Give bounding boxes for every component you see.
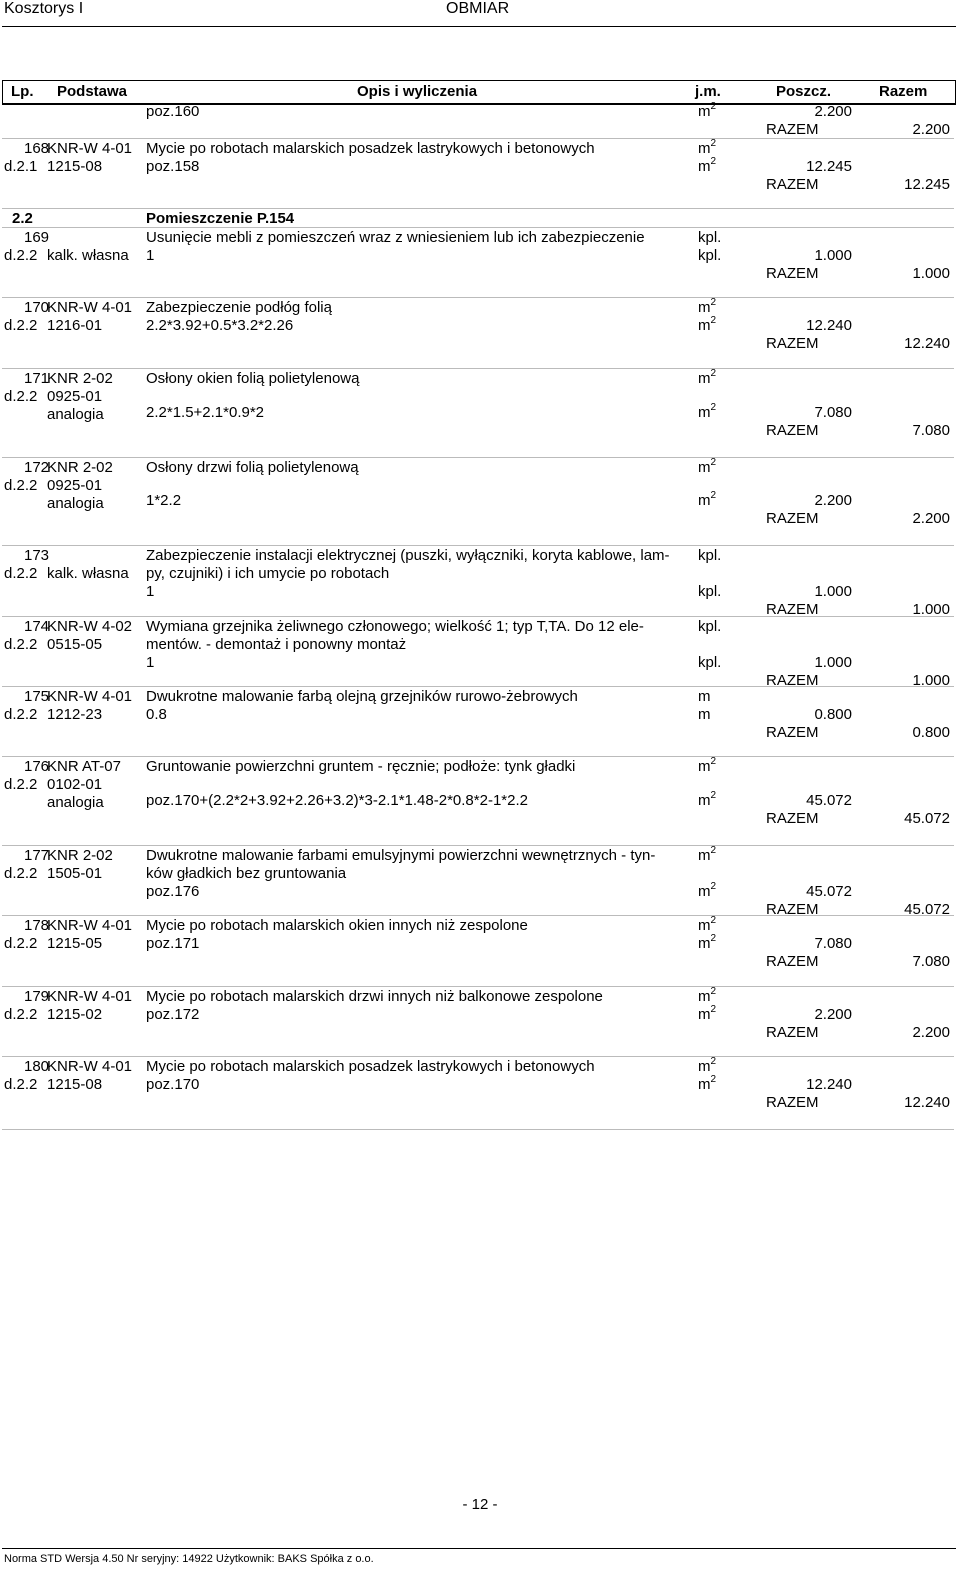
item-unit-168: $m^2$ [698, 138, 717, 157]
item-formula-168: poz.158 [146, 158, 200, 175]
item-formula-unit-173: kpl. [698, 583, 722, 600]
item-razem-178: 7.080 [912, 953, 950, 970]
document-title: Kosztorys I [4, 0, 84, 17]
item-basis-170-1: 1216-01 [47, 317, 103, 334]
item-poszcz-180: 12.240 [806, 1076, 852, 1093]
item-razem-label-171: RAZEM [766, 422, 819, 439]
item-formula-unit-168: $m^2$ [698, 156, 717, 175]
row-divider [2, 845, 954, 846]
item-razem-174: 1.000 [912, 672, 950, 689]
row-divider [2, 1056, 954, 1057]
col-opis: Opis i wyliczenia [357, 83, 478, 100]
item-poszcz-176: 45.072 [806, 792, 852, 809]
item-desc-173: Zabezpieczenie instalacji elektrycznej (puszki, wyłączniki, koryta kablowe, lam- [146, 547, 670, 564]
item-formula-unit-170: $m^2$ [698, 315, 717, 334]
formula-carry: poz.160 [146, 103, 200, 120]
row-divider [2, 686, 954, 687]
item-formula-unit-176: $m^2$ [698, 790, 717, 809]
item-basis-176-0: KNR AT-07 [47, 758, 121, 775]
col-jm: j.m. [695, 83, 721, 100]
item-desc2-173: py, czujniki) i ich umycie po robotach [146, 565, 390, 582]
item-ref-173: d.2.2 [4, 565, 38, 582]
item-desc-175: Dwukrotne malowanie farbą olejną grzejników rurowo-żebrowych [146, 688, 578, 705]
row-divider [2, 545, 954, 546]
item-formula-172: 1*2.2 [146, 492, 182, 509]
item-formula-179: poz.172 [146, 1006, 200, 1023]
item-formula-unit-169: kpl. [698, 247, 722, 264]
item-lp-168: 168 [24, 140, 50, 157]
item-basis-174-0: KNR-W 4-02 [47, 618, 133, 635]
unit-carry: $m^2$ [698, 101, 717, 120]
razem-carry: 2.200 [912, 121, 950, 138]
item-basis-170-0: KNR-W 4-01 [47, 299, 133, 316]
item-basis-173: kalk. własna [47, 565, 129, 582]
row-divider [2, 297, 954, 298]
col-razem: Razem [879, 83, 928, 100]
item-ref-168: d.2.1 [4, 158, 38, 175]
row-divider [2, 756, 954, 757]
item-poszcz-179: 2.200 [814, 1006, 852, 1023]
item-unit-169: kpl. [698, 229, 722, 246]
item-formula-170: 2.2*3.92+0.5*3.2*2.26 [146, 317, 294, 334]
item-poszcz-174: 1.000 [814, 654, 852, 671]
item-desc-180: Mycie po robotach malarskich posadzek lastrykowych i betonowych [146, 1058, 595, 1075]
footer-rule [2, 1548, 956, 1549]
item-basis-172-0: KNR 2-02 [47, 459, 113, 476]
item-razem-label-172: RAZEM [766, 510, 819, 527]
item-unit-178: $m^2$ [698, 915, 717, 934]
item-unit-174: kpl. [698, 618, 722, 635]
item-basis-175-0: KNR-W 4-01 [47, 688, 133, 705]
item-formula-177: poz.176 [146, 883, 200, 900]
item-basis-172-1: 0925-01 [47, 477, 103, 494]
page-number: - 12 - [462, 1496, 498, 1513]
item-lp-173: 173 [24, 547, 50, 564]
item-formula-178: poz.171 [146, 935, 200, 952]
footer-text: Norma STD Wersja 4.50 Nr seryjny: 14922 Użytkownik: BAKS Spółka z o.o. [4, 1553, 374, 1565]
item-formula-unit-180: $m^2$ [698, 1074, 717, 1093]
razem-label-carry: RAZEM [766, 121, 819, 138]
document-section: OBMIAR [446, 0, 510, 17]
item-lp-178: 178 [24, 917, 50, 934]
item-basis-180-1: 1215-08 [47, 1076, 103, 1093]
item-lp-169: 169 [24, 229, 50, 246]
item-formula-unit-179: $m^2$ [698, 1004, 717, 1023]
item-razem-label-174: RAZEM [766, 672, 819, 689]
item-razem-175: 0.800 [912, 724, 950, 741]
item-razem-label-170: RAZEM [766, 335, 819, 352]
row-divider [2, 915, 954, 916]
item-razem-label-173: RAZEM [766, 601, 819, 618]
item-basis-179-0: KNR-W 4-01 [47, 988, 133, 1005]
item-ref-174: d.2.2 [4, 636, 38, 653]
item-ref-180: d.2.2 [4, 1076, 38, 1093]
item-unit-170: $m^2$ [698, 297, 717, 316]
item-razem-label-177: RAZEM [766, 901, 819, 918]
item-poszcz-173: 1.000 [814, 583, 852, 600]
item-desc-168: Mycie po robotach malarskich posadzek lastrykowych i betonowych [146, 140, 595, 157]
item-formula-unit-175: m [698, 706, 711, 723]
item-unit-175: m [698, 688, 711, 705]
item-unit-179: $m^2$ [698, 986, 717, 1005]
item-razem-label-169: RAZEM [766, 265, 819, 282]
row-divider [2, 138, 954, 139]
item-poszcz-171: 7.080 [814, 404, 852, 421]
item-razem-label-175: RAZEM [766, 724, 819, 741]
item-poszcz-177: 45.072 [806, 883, 852, 900]
item-desc-177: Dwukrotne malowanie farbami emulsyjnymi powierzchni wewnętrznych - tyn- [146, 847, 656, 864]
item-lp-175: 175 [24, 688, 50, 705]
item-lp-172: 172 [24, 459, 50, 476]
item-lp-179: 179 [24, 988, 50, 1005]
item-formula-unit-174: kpl. [698, 654, 722, 671]
item-basis-176-2: analogia [47, 794, 104, 811]
item-razem-label-176: RAZEM [766, 810, 819, 827]
item-razem-label-179: RAZEM [766, 1024, 819, 1041]
item-poszcz-178: 7.080 [814, 935, 852, 952]
item-formula-unit-177: $m^2$ [698, 881, 717, 900]
item-unit-173: kpl. [698, 547, 722, 564]
item-razem-168: 12.245 [904, 176, 950, 193]
item-ref-177: d.2.2 [4, 865, 38, 882]
item-formula-174: 1 [146, 654, 155, 671]
item-lp-170: 170 [24, 299, 50, 316]
item-ref-178: d.2.2 [4, 935, 38, 952]
section-title: Pomieszczenie P.154 [146, 210, 295, 227]
item-formula-unit-178: $m^2$ [698, 933, 717, 952]
item-poszcz-170: 12.240 [806, 317, 852, 334]
item-razem-171: 7.080 [912, 422, 950, 439]
header-rule [2, 26, 956, 27]
row-divider [2, 457, 954, 458]
item-unit-176: $m^2$ [698, 756, 717, 775]
item-basis-178-1: 1215-05 [47, 935, 103, 952]
item-basis-172-2: analogia [47, 495, 104, 512]
item-basis-169: kalk. własna [47, 247, 129, 264]
item-basis-168-0: KNR-W 4-01 [47, 140, 133, 157]
item-basis-179-1: 1215-02 [47, 1006, 103, 1023]
item-desc-179: Mycie po robotach malarskich drzwi innych niż balkonowe zespolone [146, 988, 603, 1005]
item-poszcz-172: 2.200 [814, 492, 852, 509]
item-formula-173: 1 [146, 583, 155, 600]
item-basis-175-1: 1212-23 [47, 706, 103, 723]
item-razem-169: 1.000 [912, 265, 950, 282]
item-razem-172: 2.200 [912, 510, 950, 527]
item-formula-175: 0.8 [146, 706, 167, 723]
row-divider [2, 1129, 954, 1130]
row-divider [2, 986, 954, 987]
item-desc-176: Gruntowanie powierzchni gruntem - ręcznie; podłoże: tynk gładki [146, 758, 576, 775]
item-desc2-174: mentów. - demontaż i ponowny montaż [146, 636, 407, 653]
item-desc2-177: ków gładkich bez gruntowania [146, 865, 347, 882]
item-basis-180-0: KNR-W 4-01 [47, 1058, 133, 1075]
item-ref-171: d.2.2 [4, 388, 38, 405]
item-basis-177-1: 1505-01 [47, 865, 103, 882]
item-lp-174: 174 [24, 618, 50, 635]
row-divider [2, 227, 954, 228]
col-poszcz: Poszcz. [776, 83, 832, 100]
item-razem-180: 12.240 [904, 1094, 950, 1111]
item-razem-173: 1.000 [912, 601, 950, 618]
item-formula-unit-171: $m^2$ [698, 402, 717, 421]
item-basis-176-1: 0102-01 [47, 776, 103, 793]
item-lp-177: 177 [24, 847, 50, 864]
item-formula-176: poz.170+(2.2*2+3.92+2.26+3.2)*3-2.1*1.48-2*0.8*2-1*2.2 [146, 792, 528, 809]
item-lp-171: 171 [24, 370, 50, 387]
item-basis-171-0: KNR 2-02 [47, 370, 113, 387]
item-basis-174-1: 0515-05 [47, 636, 103, 653]
item-unit-171: $m^2$ [698, 368, 717, 387]
item-basis-178-0: KNR-W 4-01 [47, 917, 133, 934]
row-divider [2, 208, 954, 209]
item-razem-label-168: RAZEM [766, 176, 819, 193]
item-formula-unit-172: $m^2$ [698, 490, 717, 509]
item-desc-178: Mycie po robotach malarskich okien innych niż zespolone [146, 917, 528, 934]
item-unit-172: $m^2$ [698, 457, 717, 476]
item-razem-label-180: RAZEM [766, 1094, 819, 1111]
item-poszcz-175: 0.800 [814, 706, 852, 723]
poszcz-carry: 2.200 [814, 103, 852, 120]
item-poszcz-169: 1.000 [814, 247, 852, 264]
col-lp: Lp. [11, 83, 34, 100]
item-basis-171-2: analogia [47, 406, 104, 423]
item-basis-177-0: KNR 2-02 [47, 847, 113, 864]
item-poszcz-168: 12.245 [806, 158, 852, 175]
col-podstawa: Podstawa [57, 83, 128, 100]
item-razem-179: 2.200 [912, 1024, 950, 1041]
item-ref-179: d.2.2 [4, 1006, 38, 1023]
row-divider [2, 368, 954, 369]
item-ref-169: d.2.2 [4, 247, 38, 264]
row-divider [2, 616, 954, 617]
item-lp-176: 176 [24, 758, 50, 775]
item-desc-172: Osłony drzwi folią polietylenową [146, 459, 359, 476]
item-ref-175: d.2.2 [4, 706, 38, 723]
item-desc-169: Usunięcie mebli z pomieszczeń wraz z wniesieniem lub ich zabezpieczenie [146, 229, 645, 246]
item-razem-176: 45.072 [904, 810, 950, 827]
item-ref-170: d.2.2 [4, 317, 38, 334]
section-number: 2.2 [12, 210, 33, 227]
item-desc-170: Zabezpieczenie podłóg folią [146, 299, 332, 316]
table-header [2, 80, 956, 105]
item-formula-180: poz.170 [146, 1076, 200, 1093]
item-ref-176: d.2.2 [4, 776, 38, 793]
item-razem-label-178: RAZEM [766, 953, 819, 970]
item-formula-169: 1 [146, 247, 155, 264]
item-razem-170: 12.240 [904, 335, 950, 352]
item-desc-171: Osłony okien folią polietylenową [146, 370, 360, 387]
item-ref-172: d.2.2 [4, 477, 38, 494]
item-razem-177: 45.072 [904, 901, 950, 918]
item-unit-180: $m^2$ [698, 1056, 717, 1075]
item-formula-171: 2.2*1.5+2.1*0.9*2 [146, 404, 265, 421]
item-desc-174: Wymiana grzejnika żeliwnego członowego; wielkość 1; typ T,TA. Do 12 ele- [146, 618, 644, 635]
item-basis-171-1: 0925-01 [47, 388, 103, 405]
item-unit-177: $m^2$ [698, 845, 717, 864]
item-lp-180: 180 [24, 1058, 50, 1075]
item-basis-168-1: 1215-08 [47, 158, 103, 175]
